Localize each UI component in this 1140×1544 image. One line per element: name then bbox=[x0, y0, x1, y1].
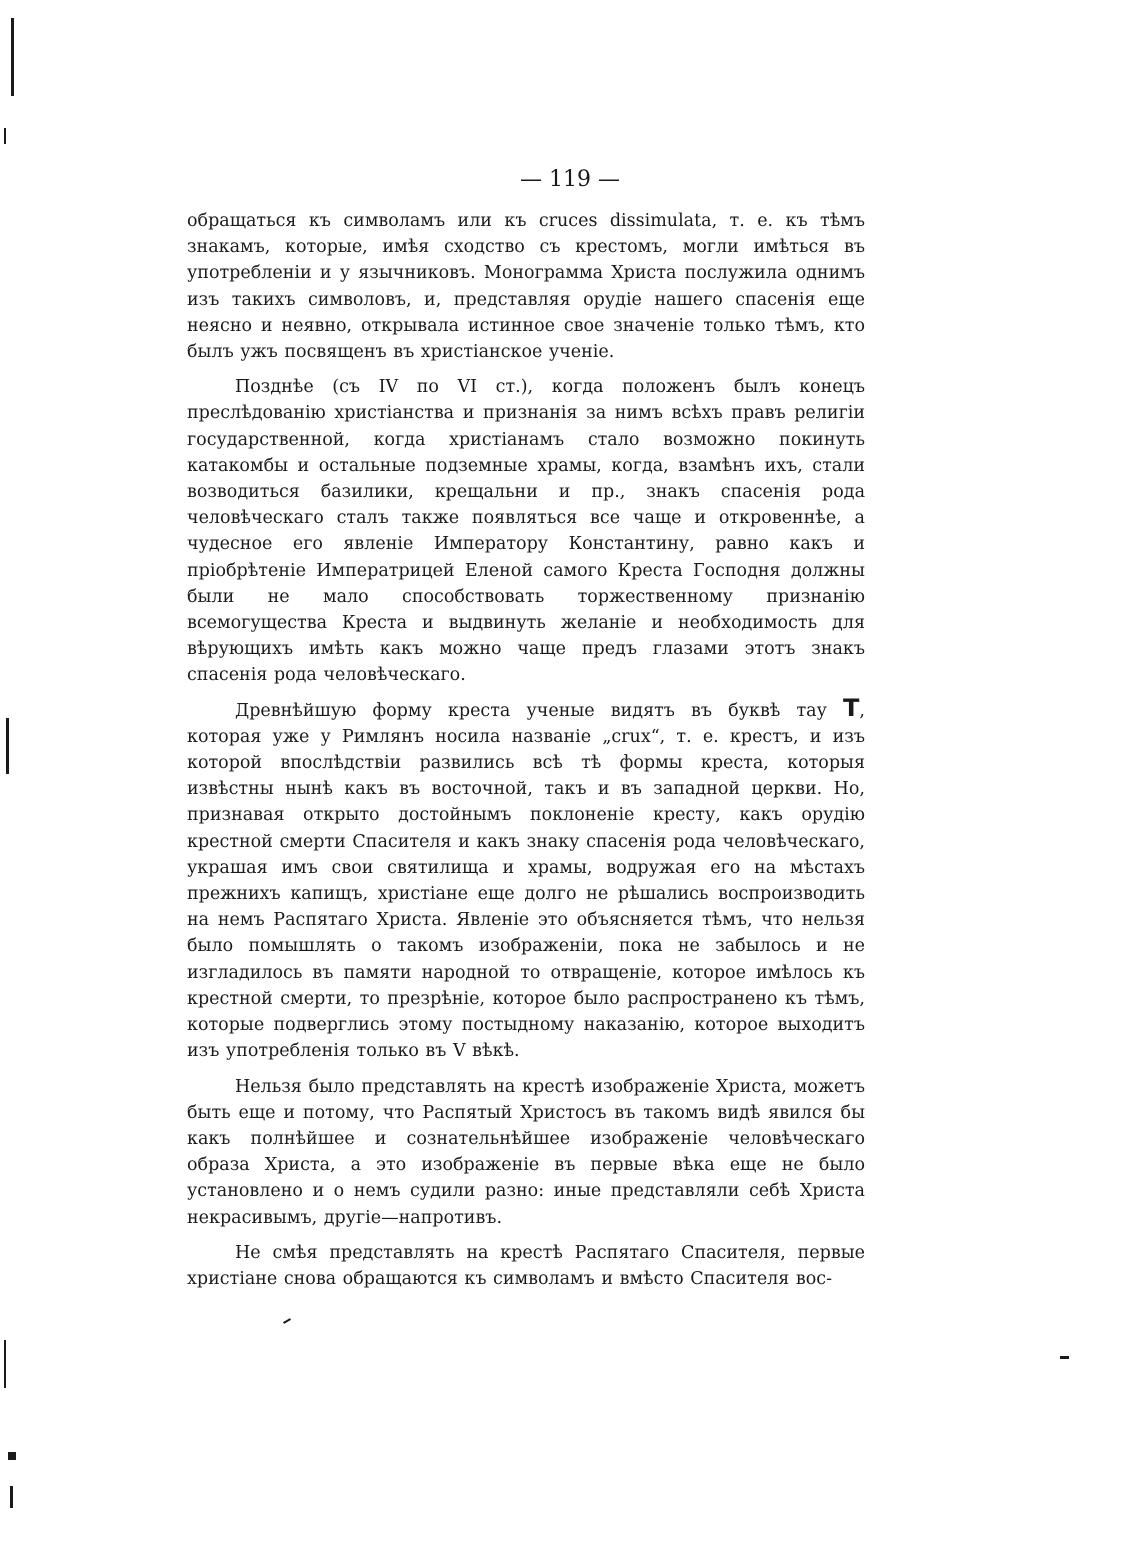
paragraph-3-start: Древнѣйшую форму креста ученые видятъ въ буквѣ тау bbox=[235, 700, 844, 721]
page-number: — 119 — bbox=[520, 167, 620, 192]
scan-mark-right-dash bbox=[1060, 1356, 1069, 1359]
scan-mark-left-low bbox=[4, 1340, 6, 1388]
scan-mark-left-mid bbox=[6, 718, 9, 774]
paragraph-3-rest: , которая уже у Римлянъ носила названіе „crux“, т. е. крестъ, и изъ которой впослѣдствіи развились всѣ тѣ формы креста, которыя извѣстны нынѣ какъ въ восточной, такъ и въ западной церкви. Но, признавая открыто достойнымъ поклоненіе кресту, какъ орудію крестной смерти Спасителя и какъ знаку спасенія рода человѣческаго, украшая имъ свои святилища и храмы, водружая его на мѣстахъ прежнихъ капищъ, христіане еще долго не рѣшались воспроизводить на немъ Распятаго Христа. Явленіе это объясняется тѣмъ, что нельзя было помышлять о такомъ изображеніи, пока не забылось и не изгладилось въ памяти народной то отвращеніе, которое имѣлось къ крестной смерти, то презрѣніе, которое было распространено къ тѣмъ, которые подверглись этому постыдному наказанію, которое выходитъ изъ употребленія только въ V вѣкѣ. bbox=[187, 700, 865, 1062]
paragraph-5: Не смѣя представлять на крестѣ Распятаго Спасителя, первые христіане снова обращаются къ символамъ и вмѣсто Спасителя вос- bbox=[187, 1242, 865, 1289]
tau-letter: T bbox=[843, 693, 860, 722]
paragraph-2: Позднѣе (съ IV по VI ст.), когда положенъ былъ конецъ преслѣдованію христіанства и признанія за нимъ всѣхъ правъ религіи государственной, когда христіанамъ стало возможно покинуть катакомбы и остальные подземные храмы, когда, взамѣнъ ихъ, стали возводиться базилики, крещальни и пр., знакъ спасенія рода человѣческаго сталъ также появляться все чаще и откровеннѣе, а чудесное его явленіе Императору Константину, равно какъ и пріобрѣтеніе Императрицей Еленой самого Креста Господня должны были не мало способствовать торжественному признанію всемогущества Креста и выдвинуть желаніе и необходимость для вѣрующихъ имѣть какъ можно чаще предъ глазами этотъ знакъ спасенія рода человѣческаго. bbox=[187, 377, 865, 686]
scan-mark-left-top bbox=[11, 18, 14, 96]
paragraph-1: обращаться къ символамъ или къ cruces dissimulata, т. е. къ тѣмъ знакамъ, которые, имѣя сходство съ крестомъ, могли имѣться въ употребленіи и у язычниковъ. Монограмма Христа послужила однимъ изъ такихъ символовъ, и, представляя орудіе нашего спасенія еще неясно и неявно, открывала истинное свое значеніе только тѣмъ, кто былъ ужъ посвященъ въ христіанское ученіе. bbox=[187, 211, 865, 363]
scan-mark-left-bottom bbox=[10, 1486, 13, 1508]
body-text bbox=[187, 208, 865, 1301]
scan-mark-left-dot bbox=[4, 128, 6, 144]
scan-mark-left-blob bbox=[8, 1452, 16, 1460]
paragraph-4: Нельзя было представлять на крестѣ изображеніе Христа, можетъ быть еще и потому, что Распятый Христосъ въ такомъ видѣ явился бы какъ полнѣйшее и сознательнѣйшее изображеніе человѣческаго образа Христа, а это изображеніе въ первые вѣка еще не было установлено и о немъ судили разно: иные представляли себѣ Христа некрасивымъ, другіе—напротивъ. bbox=[187, 1076, 865, 1228]
scan-mark-stroke bbox=[283, 1318, 291, 1324]
paragraph-3 bbox=[187, 693, 865, 1065]
